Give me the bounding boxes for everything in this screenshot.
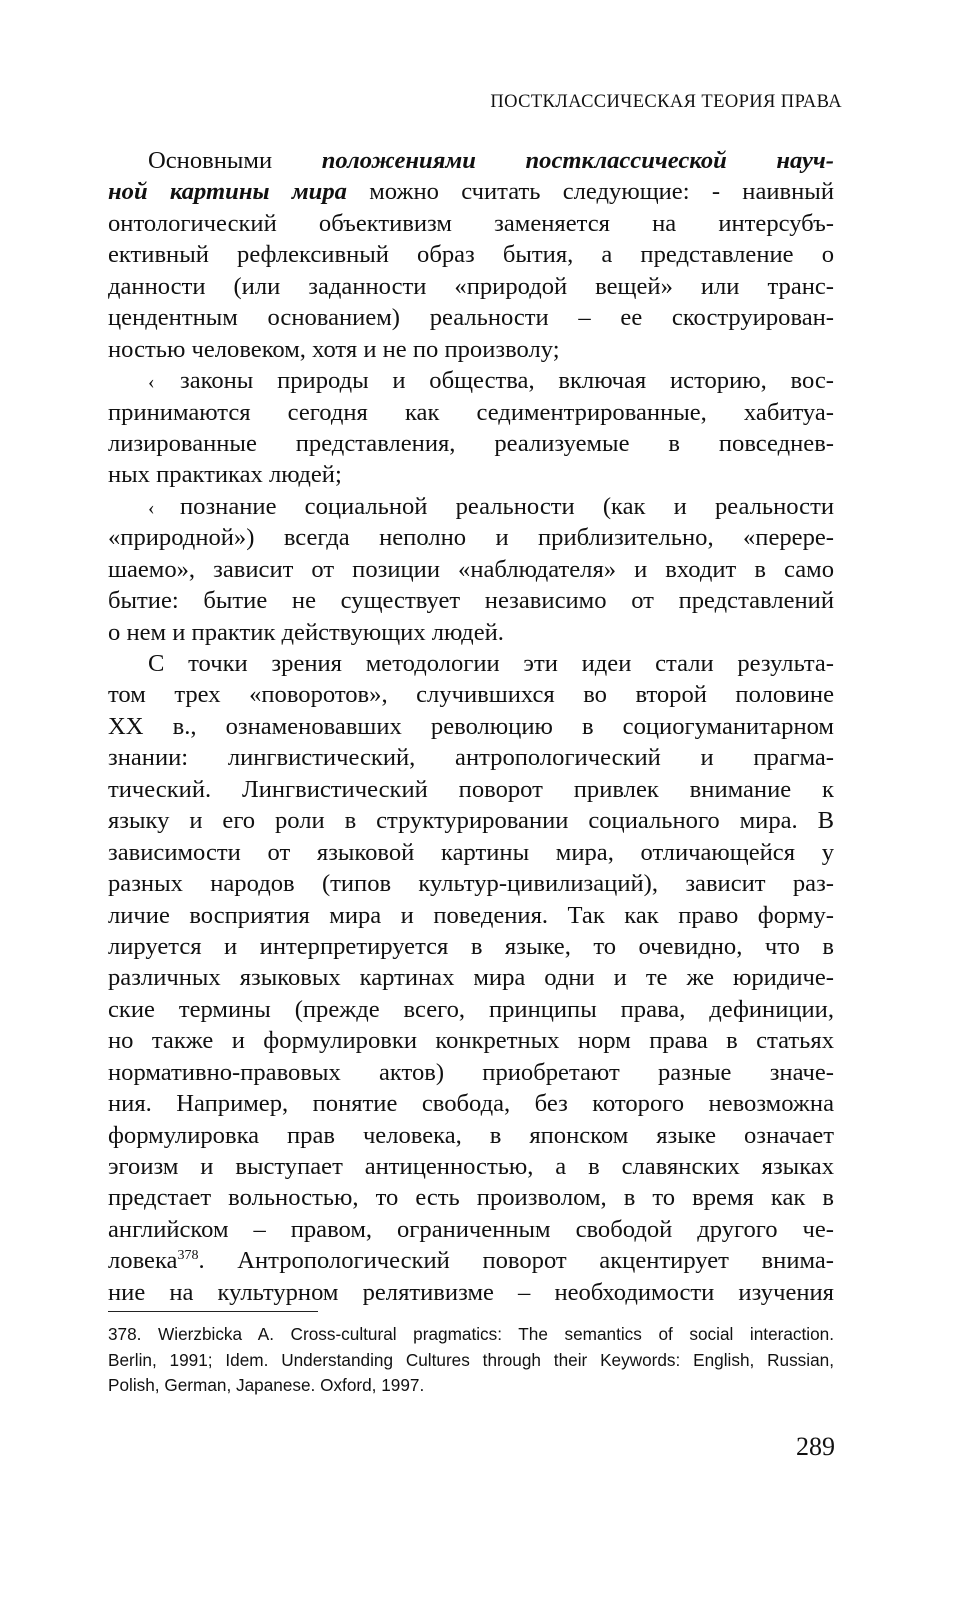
text-run: ловека	[108, 1247, 178, 1275]
text-line: ностью человеком, хотя и не по произволу;	[108, 335, 560, 363]
text-run: . Антропологический поворот акцентирует внима-	[198, 1247, 834, 1275]
text-line	[108, 1245, 834, 1276]
footnote-reference[interactable]: 378	[177, 1248, 199, 1264]
paragraph-2	[108, 648, 834, 1308]
footnote-divider	[108, 1311, 318, 1312]
emphasized-term: положениями постклассической науч-	[321, 147, 834, 174]
text-line: данности (или заданности «природой вещей» или транс-	[108, 272, 834, 300]
text-line: личие восприятия мира и поведения. Так как право форму-	[108, 901, 834, 929]
text-line: ние на культурном релятивизме – необходимости изучения	[108, 1278, 834, 1306]
text-line	[108, 491, 834, 522]
footnote-line: 378. Wierzbicka A. Cross-cultural pragmatics: The semantics of social interaction.	[108, 1324, 834, 1344]
page-number: 289	[796, 1432, 835, 1461]
text-line: о нем и практик действующих людей.	[108, 618, 504, 646]
text-line: лируется и интерпретируется в языке, то очевидно, что в	[108, 932, 834, 960]
text-line: знании: лингвистический, антропологический и прагма-	[108, 744, 834, 772]
body-text	[108, 145, 834, 1308]
text-line: предстает вольностью, то есть произволом, в то время как в	[108, 1184, 834, 1212]
footnote-line: Berlin, 1991; Idem. Understanding Cultures through their Keywords: English, Russian,	[108, 1349, 834, 1370]
text-line: цендентным основанием) реальности – ее скоструирован-	[108, 304, 834, 332]
text-run: Основными	[148, 147, 322, 174]
text-line: ективный рефлексивный образ бытия, а представление о	[108, 241, 834, 269]
text-line: «природной») всегда неполно и приблизительно, «перере-	[108, 524, 834, 552]
text-line: онтологический объективизм заменяется на интерсубъ-	[108, 209, 834, 237]
text-line: нормативно-правовых актов) приобретают разные значе-	[108, 1058, 834, 1086]
text-line: С точки зрения методологии эти идеи стали результа-	[148, 650, 834, 677]
text-run: законы природы и общества, включая историю, вос-	[180, 367, 834, 395]
text-run: можно считать следующие: - наивный	[346, 178, 834, 206]
text-line: ных практиках людей;	[108, 461, 342, 489]
text-line: том трех «поворотов», случившихся во второй половине	[108, 681, 834, 709]
bullet-marker-icon: ‹	[148, 496, 155, 519]
text-line: ские термины (прежде всего, принципы права, дефиниции,	[108, 995, 834, 1023]
text-line: зависимости от языковой картины мира, отличающейся у	[108, 838, 834, 866]
text-line: эгоизм и выступает антиценностью, а в славянских языках	[108, 1153, 834, 1180]
text-line: шаемо», зависит от позиции «наблюдателя» и входит в само	[108, 555, 834, 583]
text-line: XX в., ознаменовавших революцию в социогуманитарном	[108, 712, 834, 740]
text-line	[108, 176, 834, 207]
text-line: ния. Например, понятие свобода, без которого невозможна	[108, 1090, 834, 1118]
text-line: формулировка прав человека, в японском языке означает	[108, 1121, 834, 1149]
text-line: различных языковых картинах мира одни и те же юридиче-	[108, 964, 834, 992]
text-line	[108, 365, 834, 396]
bullet-item-1	[108, 365, 834, 491]
text-line	[108, 145, 834, 176]
paragraph-1	[108, 145, 834, 365]
text-run: познание социальной реальности (как и реальности	[180, 492, 834, 520]
text-line: тический. Лингвистический поворот привлек внимание к	[108, 775, 834, 803]
text-line: языку и его роли в структурировании социального мира. В	[108, 807, 834, 835]
text-line: английском – правом, ограниченным свободой другого че-	[108, 1215, 834, 1243]
bullet-item-2	[108, 491, 834, 648]
text-line: бытие: бытие не существует независимо от представлений	[108, 587, 834, 615]
text-line: лизированные представления, реализуемые в повседнев-	[108, 429, 834, 457]
text-line: но также и формулировки конкретных норм права в статьях	[108, 1027, 834, 1055]
running-header: ПОСТКЛАССИЧЕСКАЯ ТЕОРИЯ ПРАВА	[490, 92, 842, 112]
footnote	[108, 1322, 834, 1399]
emphasized-term: ной картины мира	[108, 178, 347, 206]
text-line: разных народов (типов культур-цивилизаций), зависит раз-	[108, 870, 834, 898]
bullet-marker-icon: ‹	[148, 371, 155, 394]
text-line: принимаются сегодня как седиментрированные, хабитуа-	[108, 398, 834, 426]
footnote-line: Polish, German, Japanese. Oxford, 1997.	[108, 1375, 425, 1395]
